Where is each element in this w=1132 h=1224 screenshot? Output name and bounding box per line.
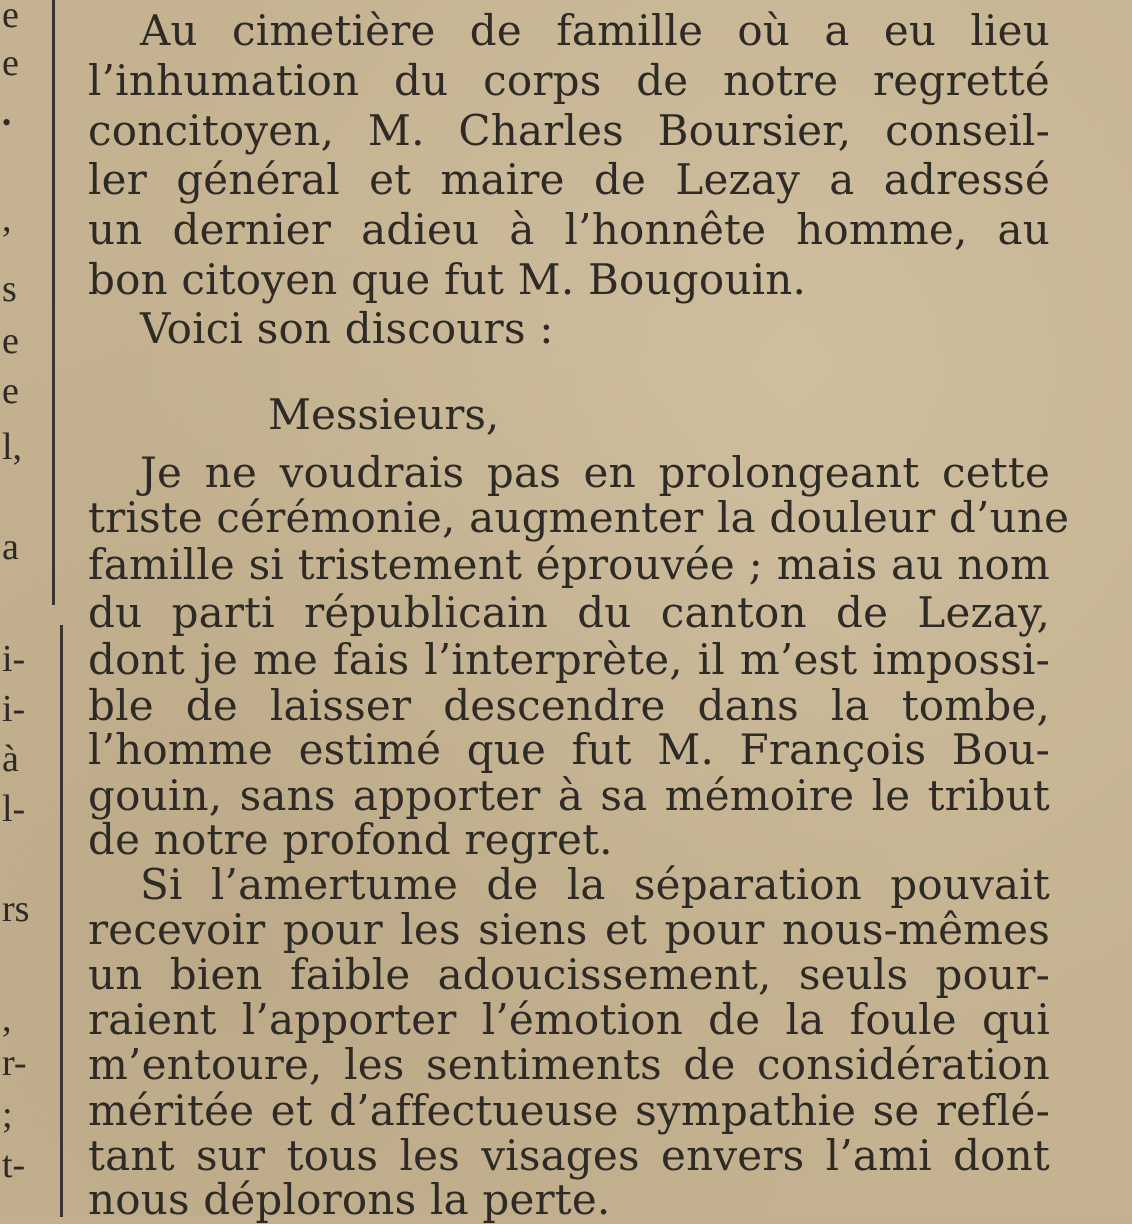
salutation: Messieurs, <box>268 390 500 439</box>
text-line: ble de laisser descendre dans la tombe, <box>88 681 1050 730</box>
left-fragment: • <box>2 108 12 137</box>
text-line: recevoir pour les siens et pour nous-mêmes <box>88 905 1050 954</box>
left-fragment: ; <box>2 1094 13 1136</box>
text-line: dont je me fais l’interprète, il m’est impossi- <box>88 635 1050 684</box>
text-line: raient l’apporter l’émotion de la foule qui <box>88 995 1050 1044</box>
left-fragment: l- <box>2 788 26 830</box>
text-line: Si l’amertume de la séparation pouvait <box>140 860 1050 909</box>
text-line: ler général et maire de Lezay a adressé <box>88 155 1050 204</box>
text-line: Au cimetière de famille où a eu lieu <box>140 6 1050 55</box>
text-line: un bien faible adoucissement, seuls pour- <box>88 950 1050 999</box>
text-line: méritée et d’affectueuse sympathie se reflé- <box>88 1086 1050 1135</box>
left-fragment: , <box>2 998 12 1040</box>
left-fragment: , <box>2 198 12 240</box>
text-line: m’entoure, les sentiments de considération <box>88 1040 1050 1089</box>
text-line: l’homme estimé que fut M. François Bou- <box>88 725 1050 774</box>
text-line: bon citoyen que fut M. Bougouin. <box>88 255 807 304</box>
intro-line: Voici son discours : <box>140 304 554 353</box>
text-line: un dernier adieu à l’honnête homme, au <box>88 205 1050 254</box>
text-line: de notre profond regret. <box>88 815 613 864</box>
adjacent-column-fragments <box>0 0 50 1217</box>
text-line: triste cérémonie, augmenter la douleur d’une <box>88 493 1070 542</box>
left-fragment: e <box>2 370 19 412</box>
left-fragment: rs <box>2 888 30 930</box>
left-fragment: r- <box>2 1042 27 1084</box>
text-line: tant sur tous les visages envers l’ami dont <box>88 1131 1050 1180</box>
text-line: Je ne voudrais pas en prolongeant cette <box>140 448 1050 497</box>
left-fragment: t- <box>2 1144 26 1186</box>
left-fragment: l, <box>2 426 23 468</box>
left-fragment: e <box>2 320 19 362</box>
left-fragment: à <box>2 738 19 780</box>
text-line: gouin, sans apporter à sa mémoire le tribut <box>88 771 1050 820</box>
left-fragment: i- <box>2 688 26 730</box>
left-fragment: s <box>2 268 17 310</box>
column-rule <box>60 625 63 1217</box>
text-line: nous déplorons la perte. <box>88 1175 611 1224</box>
left-fragment: i- <box>2 638 26 680</box>
text-line: l’inhumation du corps de notre regretté <box>88 56 1050 105</box>
text-line: du parti républicain du canton de Lezay, <box>88 588 1050 637</box>
left-fragment: e <box>2 0 19 36</box>
text-line: famille si tristement éprouvée ; mais au nom <box>88 540 1050 589</box>
text-line: concitoyen, M. Charles Boursier, conseil- <box>88 106 1050 155</box>
left-fragment: e <box>2 42 19 84</box>
column-rule <box>52 0 55 605</box>
left-fragment: a <box>2 526 19 568</box>
